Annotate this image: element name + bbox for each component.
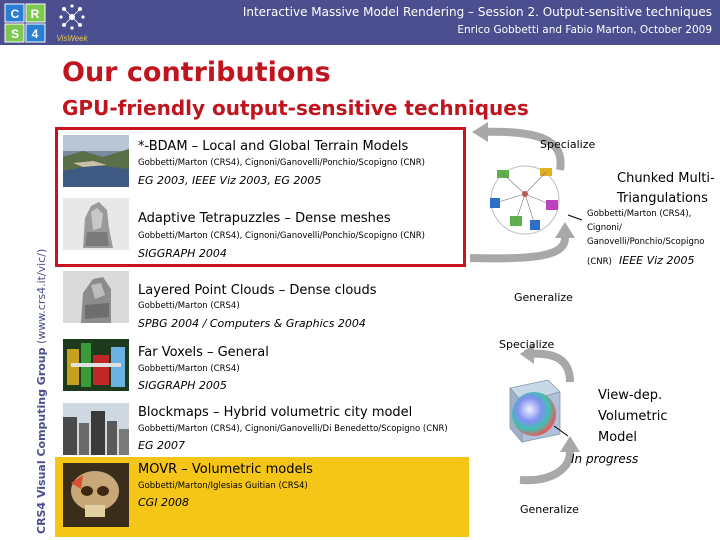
- vdvm-title-line2: Volumetric: [598, 409, 668, 424]
- specialize-label-top: Specialize: [540, 138, 596, 151]
- sidebar-label: [35, 249, 48, 534]
- cmt-graph-icon: [490, 166, 559, 234]
- cmt-authors-line2: Cignoni/: [587, 223, 622, 233]
- specialize-label-bottom: Specialize: [499, 338, 555, 351]
- paper-authors-tetrapuzzles: Gobbetti/Marton (CRS4), Cignoni/Ganovelli/Ponchio/Scopigno (CNR): [138, 231, 425, 241]
- slide-subtitle: GPU-friendly output-sensitive techniques: [62, 96, 529, 120]
- paper-venue-tetrapuzzles: SIGGRAPH 2004: [138, 247, 227, 260]
- city-thumbnail: [63, 403, 129, 455]
- crs4-logo: [4, 3, 46, 43]
- svg-text:4: 4: [31, 27, 39, 41]
- generalize-label-top: Generalize: [514, 291, 573, 304]
- header-bar: [0, 0, 720, 45]
- generalize-label-bottom: Generalize: [520, 503, 579, 516]
- skull-thumbnail: [63, 463, 129, 527]
- vdvm-title-line3: Model: [598, 430, 638, 445]
- paper-title-point-clouds: Layered Point Clouds – Dense clouds: [138, 283, 377, 298]
- cmt-venue: IEEE Viz 2005: [619, 254, 695, 267]
- terrain-thumbnail: [63, 135, 129, 187]
- svg-text:R: R: [30, 7, 40, 21]
- paper-authors-point-clouds: Gobbetti/Marton (CRS4): [138, 301, 240, 311]
- paper-venue-far-voxels: SIGGRAPH 2005: [138, 379, 227, 392]
- paper-title-bdam: *-BDAM – Local and Global Terrain Models: [138, 139, 409, 154]
- paper-venue-blockmaps: EG 2007: [138, 439, 185, 452]
- generalize-arrow-bottom-head: [560, 436, 580, 452]
- cmt-authors-line1: Gobbetti/Marton (CRS4),: [587, 209, 692, 219]
- cmt-title-line1: Chunked Multi-: [617, 171, 715, 186]
- paper-title-movr: MOVR – Volumetric models: [138, 462, 313, 477]
- power-plant-thumbnail: [63, 339, 129, 391]
- svg-text:VisWeek: VisWeek: [56, 34, 88, 43]
- vdvm-title-line1: View-dep.: [598, 388, 663, 403]
- slide-title: Our contributions: [62, 57, 331, 88]
- header-title: Interactive Massive Model Rendering – Session 2. Output-sensitive techniques: [242, 5, 712, 19]
- visweek-logo: [52, 2, 92, 44]
- paper-venue-movr: CGI 2008: [138, 496, 189, 509]
- sidebar-label-url: (www.crs4.it/vic/): [35, 248, 48, 348]
- generalize-arrow-top: [470, 238, 565, 258]
- paper-authors-movr: Gobbetti/Marton/Iglesias Guitian (CRS4): [138, 481, 308, 491]
- svg-text:S: S: [10, 27, 20, 41]
- svg-text:C: C: [10, 7, 20, 21]
- cmt-pointer-arrow: [568, 215, 582, 220]
- vdvm-status: In progress: [571, 452, 639, 466]
- paper-authors-far-voxels: Gobbetti/Marton (CRS4): [138, 364, 240, 374]
- paper-title-blockmaps: Blockmaps – Hybrid volumetric city model: [138, 405, 413, 420]
- paper-title-tetrapuzzles: Adaptive Tetrapuzzles – Dense meshes: [138, 211, 391, 226]
- cmt-authors-line3: Ganovelli/Ponchio/Scopigno: [587, 237, 705, 247]
- sidebar-label-bold: CRS4 Visual Computing Group: [35, 347, 48, 534]
- cmt-authors-line4: (CNR): [587, 257, 612, 267]
- generalize-arrow-bottom: [520, 452, 570, 480]
- paper-venue-point-clouds: SPBG 2004 / Computers & Graphics 2004: [138, 317, 366, 330]
- header-subtitle: Enrico Gobbetti and Fabio Marton, October 2009: [457, 24, 712, 36]
- points-statue-thumbnail: [63, 271, 129, 323]
- statue-thumbnail: [63, 198, 129, 250]
- paper-title-far-voxels: Far Voxels – General: [138, 345, 269, 360]
- paper-authors-bdam: Gobbetti/Marton (CRS4), Cignoni/Ganovelli/Ponchio/Scopigno (CNR): [138, 158, 425, 168]
- specialize-arrow-top-head: [472, 122, 488, 142]
- paper-venue-bdam: EG 2003, IEEE Viz 2003, EG 2005: [138, 174, 322, 187]
- generalize-arrow-top-head: [555, 222, 575, 238]
- cmt-title-line2: Triangulations: [617, 191, 708, 206]
- volumetric-cube-icon: [510, 380, 560, 442]
- paper-authors-blockmaps: Gobbetti/Marton (CRS4), Cignoni/Ganovelli/Di Benedetto/Scopigno (CNR): [138, 424, 448, 434]
